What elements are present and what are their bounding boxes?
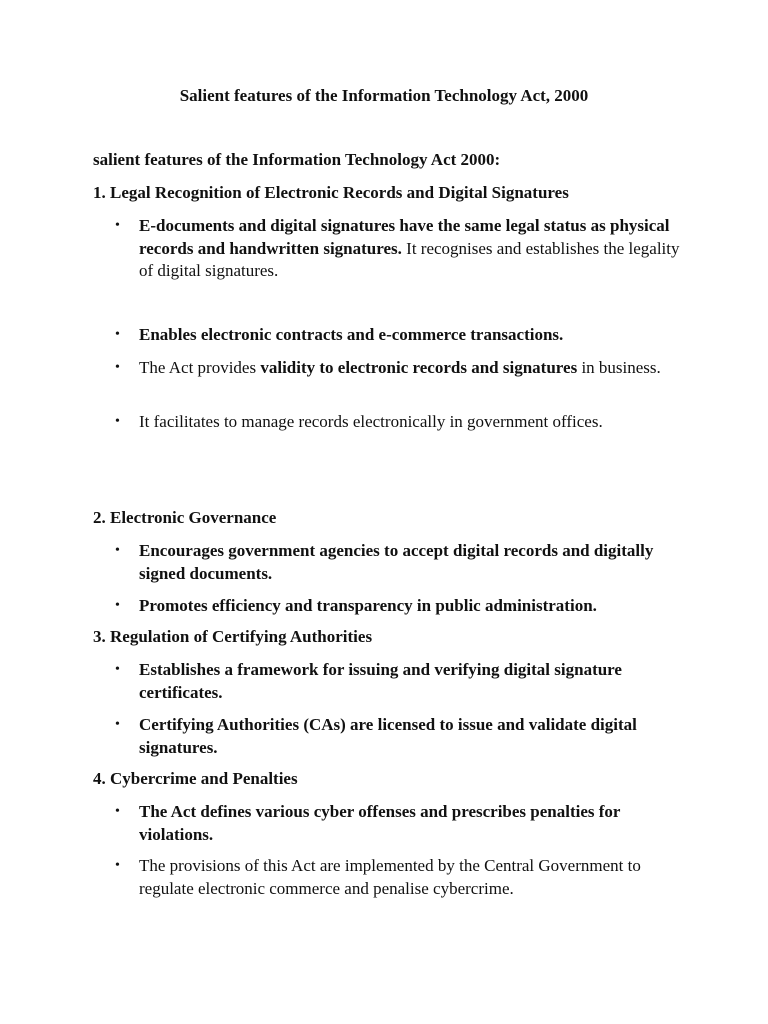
list-item	[93, 801, 693, 846]
bullet-list	[93, 411, 693, 434]
bullet-list	[93, 714, 693, 759]
bullet-icon: •	[115, 717, 120, 732]
bullet-icon: •	[115, 662, 120, 677]
bullet-text: The Act provides	[139, 358, 261, 377]
bullet-list	[93, 357, 693, 380]
document-title: Salient features of the Information Technology Act, 2000	[179, 86, 589, 105]
bullet-text: in business.	[577, 358, 661, 377]
bullet-bold-text: E-documents and digital signatures have the same legal status as physical records and handwritten signatures.	[139, 216, 670, 258]
bullet-list	[93, 540, 693, 585]
list-item	[93, 714, 693, 759]
intro-line: salient features of the Information Technology Act 2000:	[93, 150, 501, 169]
bullet-list	[93, 801, 693, 846]
list-item	[93, 215, 693, 283]
section-heading: 3. Regulation of Certifying Authorities	[93, 627, 373, 646]
bullet-icon: •	[115, 218, 120, 233]
bullet-bold-text: Certifying Authorities (CAs) are licensed to issue and validate digital signatures.	[139, 715, 637, 757]
bullet-icon: •	[115, 360, 120, 375]
bullet-bold-text: The Act defines various cyber offenses and prescribes penalties for violations.	[139, 802, 621, 844]
bullet-list	[93, 324, 693, 347]
section-heading: 1. Legal Recognition of Electronic Records and Digital Signatures	[93, 183, 569, 202]
bullet-list	[93, 215, 693, 283]
bullet-icon: •	[115, 598, 120, 613]
bullet-text: The provisions of this Act are implemented by the Central Government to regulate electronic commerce and penalise cybercrime.	[139, 856, 641, 898]
bullet-bold-text: Encourages government agencies to accept digital records and digitally signed documents.	[139, 541, 654, 583]
bullet-text: It facilitates to manage records electronically in government offices.	[139, 412, 603, 431]
bullet-list	[93, 659, 693, 704]
list-item	[93, 324, 693, 347]
list-item	[93, 855, 693, 900]
list-item	[93, 540, 693, 585]
bullet-list	[93, 855, 693, 900]
bullet-bold-text: Enables electronic contracts and e-commerce transactions.	[139, 325, 564, 344]
bullet-list	[93, 595, 693, 618]
list-item	[93, 411, 693, 434]
bullet-icon: •	[115, 543, 120, 558]
bullet-bold-text: Promotes efficiency and transparency in public administration.	[139, 596, 597, 615]
bullet-icon: •	[115, 804, 120, 819]
list-item	[93, 659, 693, 704]
bullet-bold-text: Establishes a framework for issuing and verifying digital signature certificates.	[139, 660, 622, 702]
bullet-icon: •	[115, 858, 120, 873]
list-item	[93, 595, 693, 618]
bullet-icon: •	[115, 327, 120, 342]
bullet-icon: •	[115, 414, 120, 429]
section-heading: 2. Electronic Governance	[93, 508, 277, 527]
section-heading: 4. Cybercrime and Penalties	[93, 769, 298, 788]
bullet-bold-text: validity to electronic records and signatures	[260, 358, 578, 377]
list-item	[93, 357, 693, 380]
bullet-text: It recognises and establishes the legality of digital signatures.	[139, 238, 680, 280]
